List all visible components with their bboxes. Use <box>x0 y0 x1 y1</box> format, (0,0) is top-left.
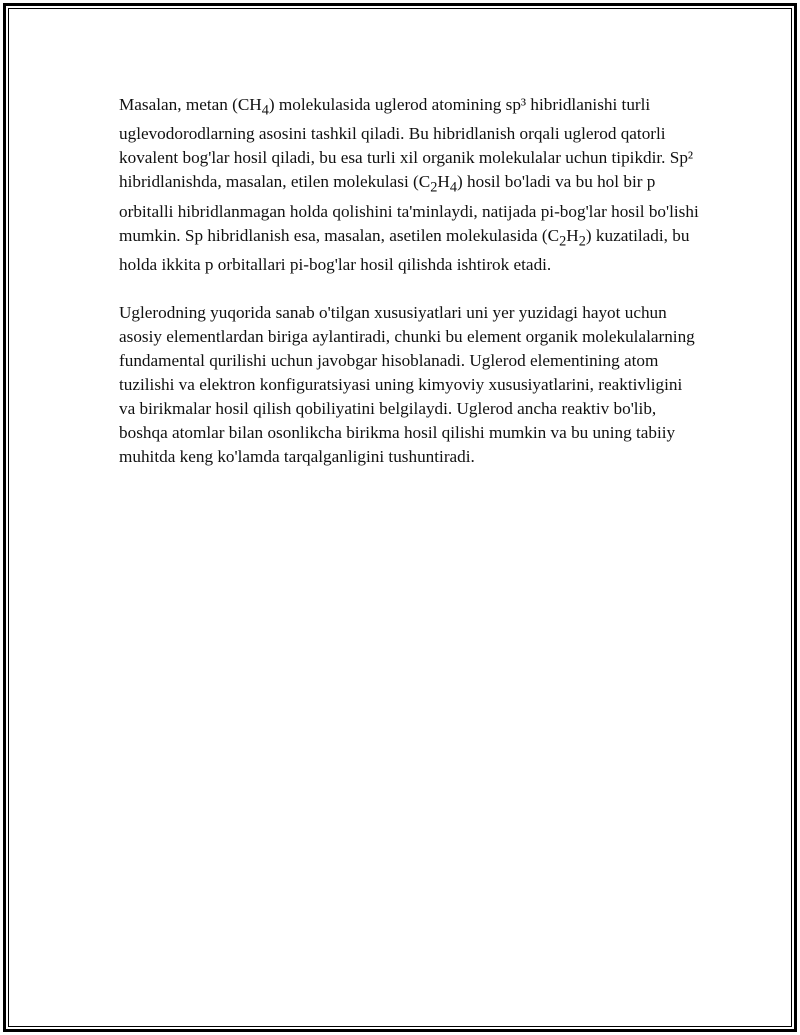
text-run: ) hosil bo'ladi va bu hol bir p orbitalli hibridlanmagan holda qolishini ta'minlaydi, natijada pi-bog'lar hosil bo'lishi mumkin. Sp hibridlanish esa, masalan, asetilen molekulasida (C <box>119 172 699 245</box>
subscript: 2 <box>559 233 567 250</box>
text-run: Masalan, metan (CH <box>119 95 262 114</box>
subscript: 4 <box>449 179 457 196</box>
text-run: H <box>566 225 579 245</box>
document-body <box>119 93 699 493</box>
text-run: Uglerodning yuqorida sanab o'tilgan xususiyatlari uni yer yuzidagi hayot uchun asosiy elementlardan biriga aylantiradi, chunki bu element organik molekulalarning fundamental qurilishi uchun javobgar hisoblanadi. Uglerod elementining atom tuzilishi va elektron konfiguratsiyasi uning kimyoviy xususiyatlarini, reaktivligini va birikmalar hosil qilish qobiliyatini belgilaydi. Uglerod ancha reaktiv bo'lib, boshqa atomlar bilan osonlikcha birikma hosil qilishi mumkin va bu uning tabiiy muhitda keng ko'lamda tarqalganligini tushuntiradi. <box>119 303 695 467</box>
subscript: 4 <box>261 102 269 119</box>
text-run: ) kuzatiladi, bu holda ikkita p orbitallari pi-bog'lar hosil qilishda ishtirok etadi. <box>119 225 690 275</box>
paragraph-sp-hybridization <box>119 93 699 277</box>
text-run: ) molekulasida uglerod atomining sp³ hibridlanishi turli uglevodorodlarning asosini tashkil qiladi. Bu hibridlanish orqali uglerod qatorli kovalent bog'lar hosil qiladi, bu esa turli xil organik molekulalar uchun tipikdir. Sp² hibridlanishda, masalan, etilen molekulasi (C <box>119 95 694 192</box>
subscript: 2 <box>430 179 438 196</box>
paragraph-carbon-properties <box>119 301 699 469</box>
subscript: 2 <box>578 233 586 250</box>
text-run: H <box>437 172 450 192</box>
